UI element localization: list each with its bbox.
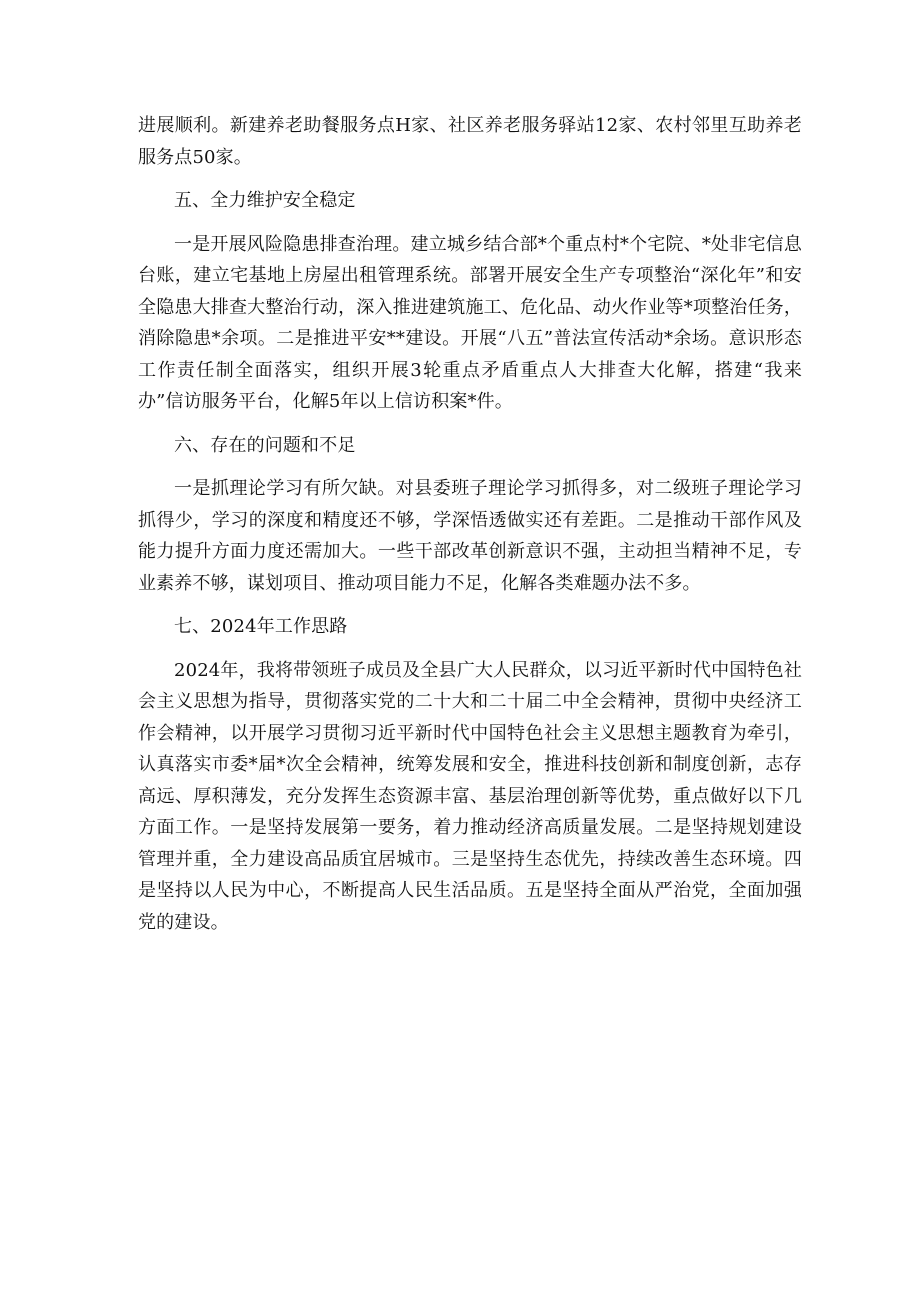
section-heading-7: 七、2024年工作思路 xyxy=(174,616,348,637)
section-paragraph-6: 一是抓理论学习有所欠缺。对县委班子理论学习抓得多，对二级班子理论学习抓得少，学习的深度和精度还不够，学深悟透做实还有差距。二是推动干部作风及能力提升方面力度还需加大。一些干部改革创新意识不强，主动担当精神不足，专业素养不够，谋划项目、推动项目能力不足，化解各类难题办法不多。 xyxy=(138,478,802,594)
section-heading-6: 六、存在的问题和不足 xyxy=(174,434,356,456)
section-paragraph-7: 2024年，我将带领班子成员及全县广大人民群众，以习近平新时代中国特色社会主义思想为指导，贯彻落实党的二十大和二十届二中全会精神，贯彻中央经济工作会精神，以开展学习贯彻习近平新时代中国特色社会主义思想主题教育为牵引，认真落实市委*届*次全会精神，统筹发展和安全，推进科技创新和制度创新，志存高远、厚积薄发，充分发挥生态资源丰富、基层治理创新等优势，重点做好以下几方面工作。一是坚持发展第一要务，着力推动经济高质量发展。二是坚持规划建设管理并重，全力建设高品质宜居城市。三是坚持生态优先，持续改善生态环境。四是坚持以人民为中心，不断提高人民生活品质。五是坚持全面从严治党，全面加强党的建设。 xyxy=(138,659,802,933)
document-body xyxy=(138,110,802,938)
continuation-paragraph: 进展顺利。新建养老助餐服务点H家、社区养老服务驿站12家、农村邻里互助养老服务点50家。 xyxy=(138,115,802,168)
section-heading-5: 五、全力维护安全稳定 xyxy=(174,190,356,211)
section-paragraph-5: 一是开展风险隐患排查治理。建立城乡结合部*个重点村*个宅院、*处非宅信息台账，建立宅基地上房屋出租管理系统。部署开展安全生产专项整治“深化年”和安全隐患大排查大整治行动，深入推进建筑施工、危化品、动火作业等*项整治任务，消除隐患*余项。二是推进平安**建设。开展“八五”普法宣传活动*余场。意识形态工作责任制全面落实，组织开展3轮重点矛盾重点人大排查大化解，搭建“我来办”信访服务平台，化解5年以上信访积案*件。 xyxy=(138,233,802,412)
